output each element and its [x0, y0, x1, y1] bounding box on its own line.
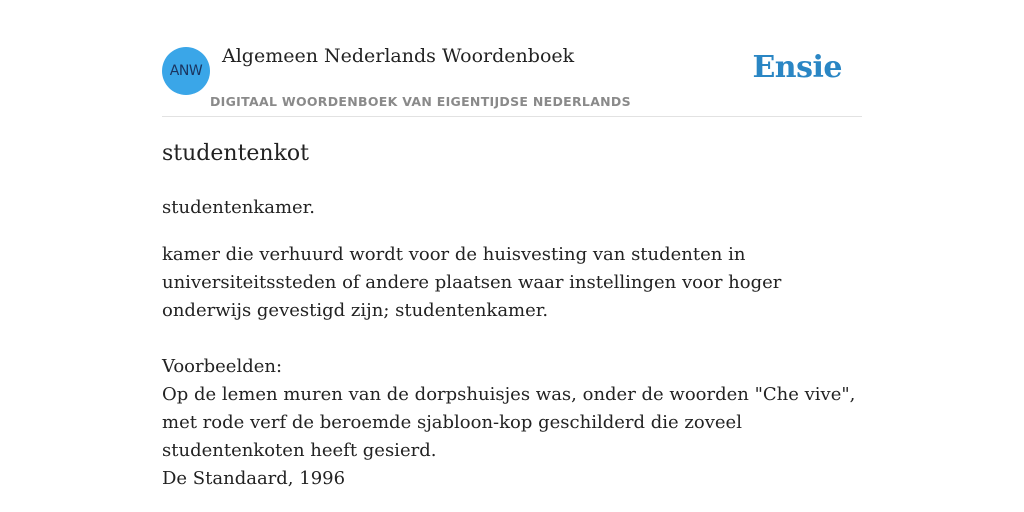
entry-content [162, 138, 862, 493]
spacer [162, 325, 862, 353]
dictionary-title[interactable]: Algemeen Nederlands Woordenboek [222, 45, 575, 67]
headword: studentenkot [162, 141, 310, 166]
examples-label: Voorbeelden: [162, 356, 283, 377]
example-text: Op de lemen muren van de dorpshuisjes was, onder de woorden "Che vive", met rode verf de beroemde sjabloon-kop geschilderd die zoveel studentenkoten heeft gesierd. [162, 384, 856, 461]
dictionary-subtitle: DIGITAAL WOORDENBOEK VAN EIGENTIJDSE NEDERLANDS [210, 94, 631, 109]
long-definition: kamer die verhuurd wordt voor de huisvesting van studenten in universiteitssteden of andere plaatsen waar instellingen voor hoger onderwijs gevestigd zijn; studentenkamer. [162, 244, 782, 321]
example-source: De Standaard, 1996 [162, 468, 346, 489]
site-header [162, 40, 862, 117]
anw-logo[interactable]: ANW [162, 47, 210, 95]
short-definition: studentenkamer. [162, 197, 316, 218]
ensie-brand-logo[interactable]: Ensie [752, 50, 842, 85]
